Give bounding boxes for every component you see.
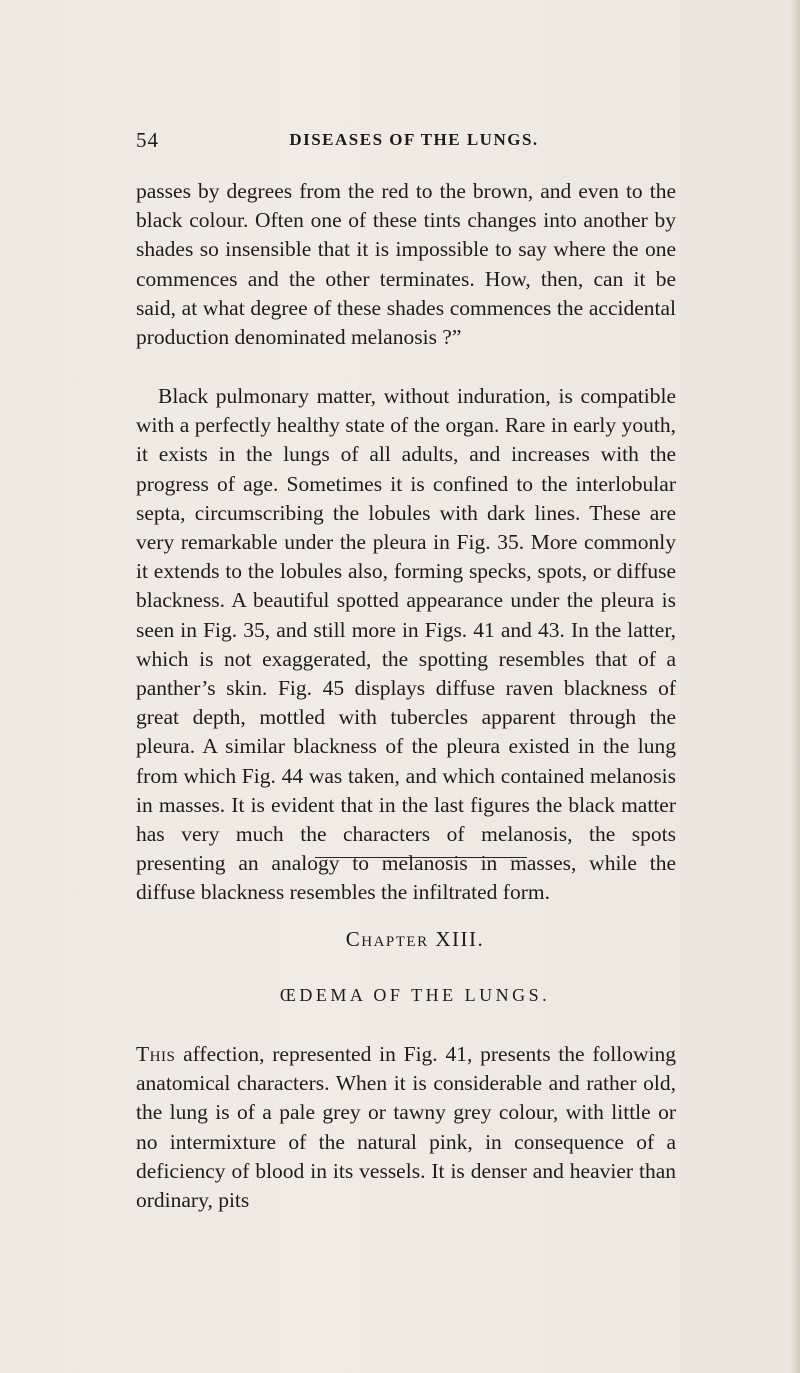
running-head: DISEASES OF THE LUNGS. (289, 130, 539, 149)
paragraph-continued: passes by degrees from the red to the brown, and even to the black colour. Often one of these tints changes into another by shades so insensible that it is impossible to say where the one commences and the other terminates. How, then, can it be said, at what degree of these shades commences the accidental production denominated melanosis ?” (136, 179, 676, 350)
chapter-heading: Chapter XIII. (345, 927, 485, 951)
paragraph-black-pulmonary-matter (136, 382, 676, 908)
paragraph-text: Black pulmonary matter, without induration, is compatible with a perfectly healthy state of the organ. Rare in early youth, it exists in the lungs of all adults, and increases with the progress of age. Sometimes it is confined to the interlobular septa, circumscribing the lobules with dark lines. These are very remarkable under the pleura in Fig. 35. More commonly it extends to the lobules also, forming specks, spots, or diffuse blackness. A beautiful spotted appearance under the pleura is seen in Fig. 35, and still more in Figs. 41 and 43. In the latter, which is not exaggerated, the spotting resembles that of a panther’s skin. Fig. 45 displays diffuse raven blackness of great depth, mottled with tubercles apparent through the pleura. A similar blackness of the pleura existed in the lung from which Fig. 44 was taken, and which contained melanosis in masses. It is evident that in the last figures the black matter has very much the characters of melanosis, the spots presenting an analogy to melanosis in masses, while the diffuse blackness resembles the infiltrated form. (136, 384, 676, 905)
paragraph-lead-word: This (136, 1042, 176, 1066)
page-edge-shadow (790, 0, 800, 1373)
paragraph-oedema (136, 1040, 676, 1215)
paragraph-text: affection, represented in Fig. 41, presents the following anatomical characters. When it is considerable and rather old, the lung is of a pale grey or tawny grey colour, with little or no intermixture of the natural pink, in consequence of a deficiency of blood in its vessels. It is denser and heavier than ordinary, pits (136, 1042, 676, 1213)
page-header (0, 128, 800, 158)
chapter-title: ŒDEMA OF THE LUNGS. (279, 985, 551, 1005)
section-divider (315, 857, 527, 858)
page-number: 54 (136, 128, 159, 152)
